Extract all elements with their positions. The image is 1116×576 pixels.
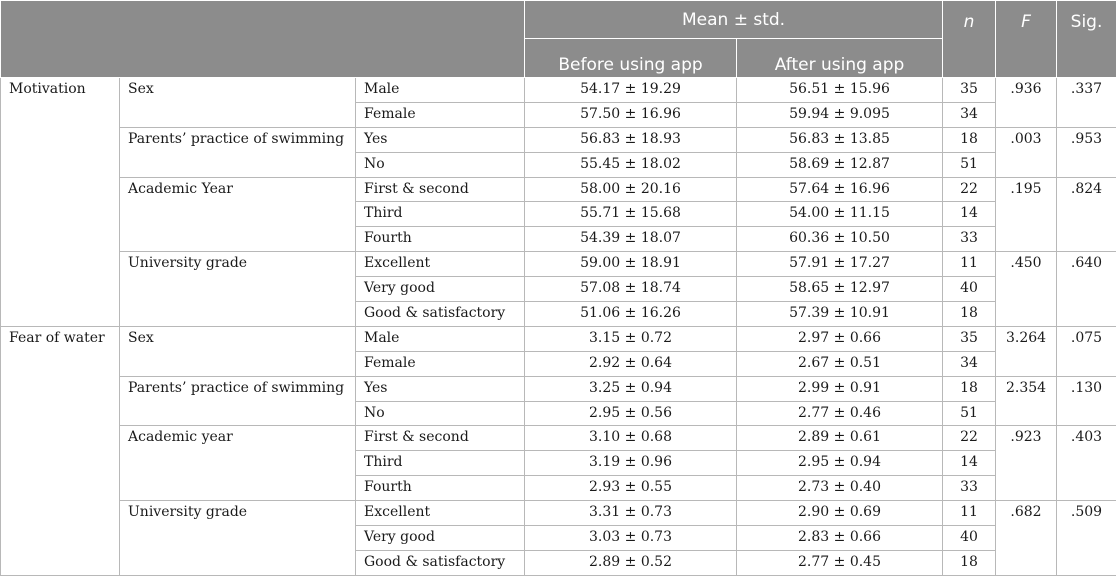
domain-cell: Motivation bbox=[1, 78, 120, 327]
after-cell: 2.67 ± 0.51 bbox=[737, 351, 943, 376]
n-cell: 18 bbox=[943, 302, 996, 327]
before-cell: 57.50 ± 16.96 bbox=[525, 102, 737, 127]
after-cell: 58.69 ± 12.87 bbox=[737, 152, 943, 177]
domain-cell: Fear of water bbox=[1, 326, 120, 575]
level-cell: Excellent bbox=[356, 252, 525, 277]
n-cell: 22 bbox=[943, 177, 996, 202]
before-cell: 51.06 ± 16.26 bbox=[525, 302, 737, 327]
table-row bbox=[1, 78, 1116, 103]
n-cell: 14 bbox=[943, 202, 996, 227]
n-cell: 33 bbox=[943, 476, 996, 501]
n-cell: 40 bbox=[943, 277, 996, 302]
header-before: Before using app bbox=[525, 39, 737, 78]
f-cell: .195 bbox=[996, 177, 1057, 252]
after-cell: 58.65 ± 12.97 bbox=[737, 277, 943, 302]
n-cell: 11 bbox=[943, 252, 996, 277]
after-cell: 2.77 ± 0.45 bbox=[737, 550, 943, 575]
variable-cell: Academic year bbox=[120, 426, 356, 501]
level-cell: Female bbox=[356, 351, 525, 376]
level-cell: First & second bbox=[356, 426, 525, 451]
table-body bbox=[1, 78, 1116, 576]
sig-cell: .824 bbox=[1057, 177, 1116, 252]
level-cell: Third bbox=[356, 451, 525, 476]
variable-cell: University grade bbox=[120, 501, 356, 576]
n-cell: 33 bbox=[943, 227, 996, 252]
before-cell: 54.39 ± 18.07 bbox=[525, 227, 737, 252]
table-row bbox=[1, 326, 1116, 351]
table-row bbox=[1, 501, 1116, 526]
before-cell: 2.89 ± 0.52 bbox=[525, 550, 737, 575]
after-cell: 2.77 ± 0.46 bbox=[737, 401, 943, 426]
f-cell: 2.354 bbox=[996, 376, 1057, 426]
before-cell: 58.00 ± 20.16 bbox=[525, 177, 737, 202]
sig-cell: .130 bbox=[1057, 376, 1116, 426]
header-n: n bbox=[943, 1, 996, 78]
header-sig: Sig. bbox=[1057, 1, 1116, 78]
f-cell: .936 bbox=[996, 78, 1057, 128]
n-cell: 35 bbox=[943, 326, 996, 351]
level-cell: First & second bbox=[356, 177, 525, 202]
after-cell: 2.97 ± 0.66 bbox=[737, 326, 943, 351]
before-cell: 3.15 ± 0.72 bbox=[525, 326, 737, 351]
after-cell: 54.00 ± 11.15 bbox=[737, 202, 943, 227]
after-cell: 56.51 ± 15.96 bbox=[737, 78, 943, 103]
header-mean-std: Mean ± std. bbox=[525, 1, 943, 39]
before-cell: 3.31 ± 0.73 bbox=[525, 501, 737, 526]
after-cell: 2.90 ± 0.69 bbox=[737, 501, 943, 526]
f-cell: .450 bbox=[996, 252, 1057, 327]
after-cell: 57.39 ± 10.91 bbox=[737, 302, 943, 327]
header-after: After using app bbox=[737, 39, 943, 78]
sig-cell: .640 bbox=[1057, 252, 1116, 327]
n-cell: 34 bbox=[943, 351, 996, 376]
n-cell: 14 bbox=[943, 451, 996, 476]
n-cell: 51 bbox=[943, 152, 996, 177]
before-cell: 3.10 ± 0.68 bbox=[525, 426, 737, 451]
after-cell: 2.73 ± 0.40 bbox=[737, 476, 943, 501]
sig-cell: .509 bbox=[1057, 501, 1116, 576]
variable-cell: Parents’ practice of swimming bbox=[120, 376, 356, 426]
level-cell: Male bbox=[356, 78, 525, 103]
before-cell: 57.08 ± 18.74 bbox=[525, 277, 737, 302]
before-cell: 2.95 ± 0.56 bbox=[525, 401, 737, 426]
after-cell: 2.99 ± 0.91 bbox=[737, 376, 943, 401]
level-cell: No bbox=[356, 152, 525, 177]
before-cell: 55.71 ± 15.68 bbox=[525, 202, 737, 227]
before-cell: 2.92 ± 0.64 bbox=[525, 351, 737, 376]
n-cell: 34 bbox=[943, 102, 996, 127]
after-cell: 2.89 ± 0.61 bbox=[737, 426, 943, 451]
before-cell: 3.19 ± 0.96 bbox=[525, 451, 737, 476]
n-cell: 18 bbox=[943, 376, 996, 401]
f-cell: .923 bbox=[996, 426, 1057, 501]
n-cell: 51 bbox=[943, 401, 996, 426]
sig-cell: .403 bbox=[1057, 426, 1116, 501]
table-row bbox=[1, 252, 1116, 277]
level-cell: Fourth bbox=[356, 476, 525, 501]
header-f: F bbox=[996, 1, 1057, 78]
n-cell: 22 bbox=[943, 426, 996, 451]
table-header bbox=[1, 1, 1116, 78]
after-cell: 59.94 ± 9.095 bbox=[737, 102, 943, 127]
level-cell: Very good bbox=[356, 526, 525, 551]
variable-cell: Sex bbox=[120, 326, 356, 376]
after-cell: 57.91 ± 17.27 bbox=[737, 252, 943, 277]
level-cell: Good & satisfactory bbox=[356, 302, 525, 327]
level-cell: Excellent bbox=[356, 501, 525, 526]
n-cell: 35 bbox=[943, 78, 996, 103]
before-cell: 59.00 ± 18.91 bbox=[525, 252, 737, 277]
before-cell: 56.83 ± 18.93 bbox=[525, 127, 737, 152]
after-cell: 57.64 ± 16.96 bbox=[737, 177, 943, 202]
before-cell: 2.93 ± 0.55 bbox=[525, 476, 737, 501]
variable-cell: University grade bbox=[120, 252, 356, 327]
after-cell: 56.83 ± 13.85 bbox=[737, 127, 943, 152]
level-cell: Good & satisfactory bbox=[356, 550, 525, 575]
before-cell: 3.03 ± 0.73 bbox=[525, 526, 737, 551]
after-cell: 2.83 ± 0.66 bbox=[737, 526, 943, 551]
f-cell: .003 bbox=[996, 127, 1057, 177]
before-cell: 3.25 ± 0.94 bbox=[525, 376, 737, 401]
f-cell: 3.264 bbox=[996, 326, 1057, 376]
n-cell: 18 bbox=[943, 550, 996, 575]
variable-cell: Parents’ practice of swimming bbox=[120, 127, 356, 177]
n-cell: 18 bbox=[943, 127, 996, 152]
f-cell: .682 bbox=[996, 501, 1057, 576]
variable-cell: Sex bbox=[120, 78, 356, 128]
level-cell: Male bbox=[356, 326, 525, 351]
header-blank bbox=[1, 1, 525, 78]
before-cell: 54.17 ± 19.29 bbox=[525, 78, 737, 103]
level-cell: Yes bbox=[356, 127, 525, 152]
table-row bbox=[1, 426, 1116, 451]
variable-cell: Academic Year bbox=[120, 177, 356, 252]
level-cell: No bbox=[356, 401, 525, 426]
level-cell: Fourth bbox=[356, 227, 525, 252]
sig-cell: .075 bbox=[1057, 326, 1116, 376]
level-cell: Female bbox=[356, 102, 525, 127]
after-cell: 2.95 ± 0.94 bbox=[737, 451, 943, 476]
table-row bbox=[1, 177, 1116, 202]
after-cell: 60.36 ± 10.50 bbox=[737, 227, 943, 252]
sig-cell: .953 bbox=[1057, 127, 1116, 177]
sig-cell: .337 bbox=[1057, 78, 1116, 128]
level-cell: Very good bbox=[356, 277, 525, 302]
before-cell: 55.45 ± 18.02 bbox=[525, 152, 737, 177]
level-cell: Third bbox=[356, 202, 525, 227]
level-cell: Yes bbox=[356, 376, 525, 401]
n-cell: 11 bbox=[943, 501, 996, 526]
table-row bbox=[1, 376, 1116, 401]
table-row bbox=[1, 127, 1116, 152]
n-cell: 40 bbox=[943, 526, 996, 551]
